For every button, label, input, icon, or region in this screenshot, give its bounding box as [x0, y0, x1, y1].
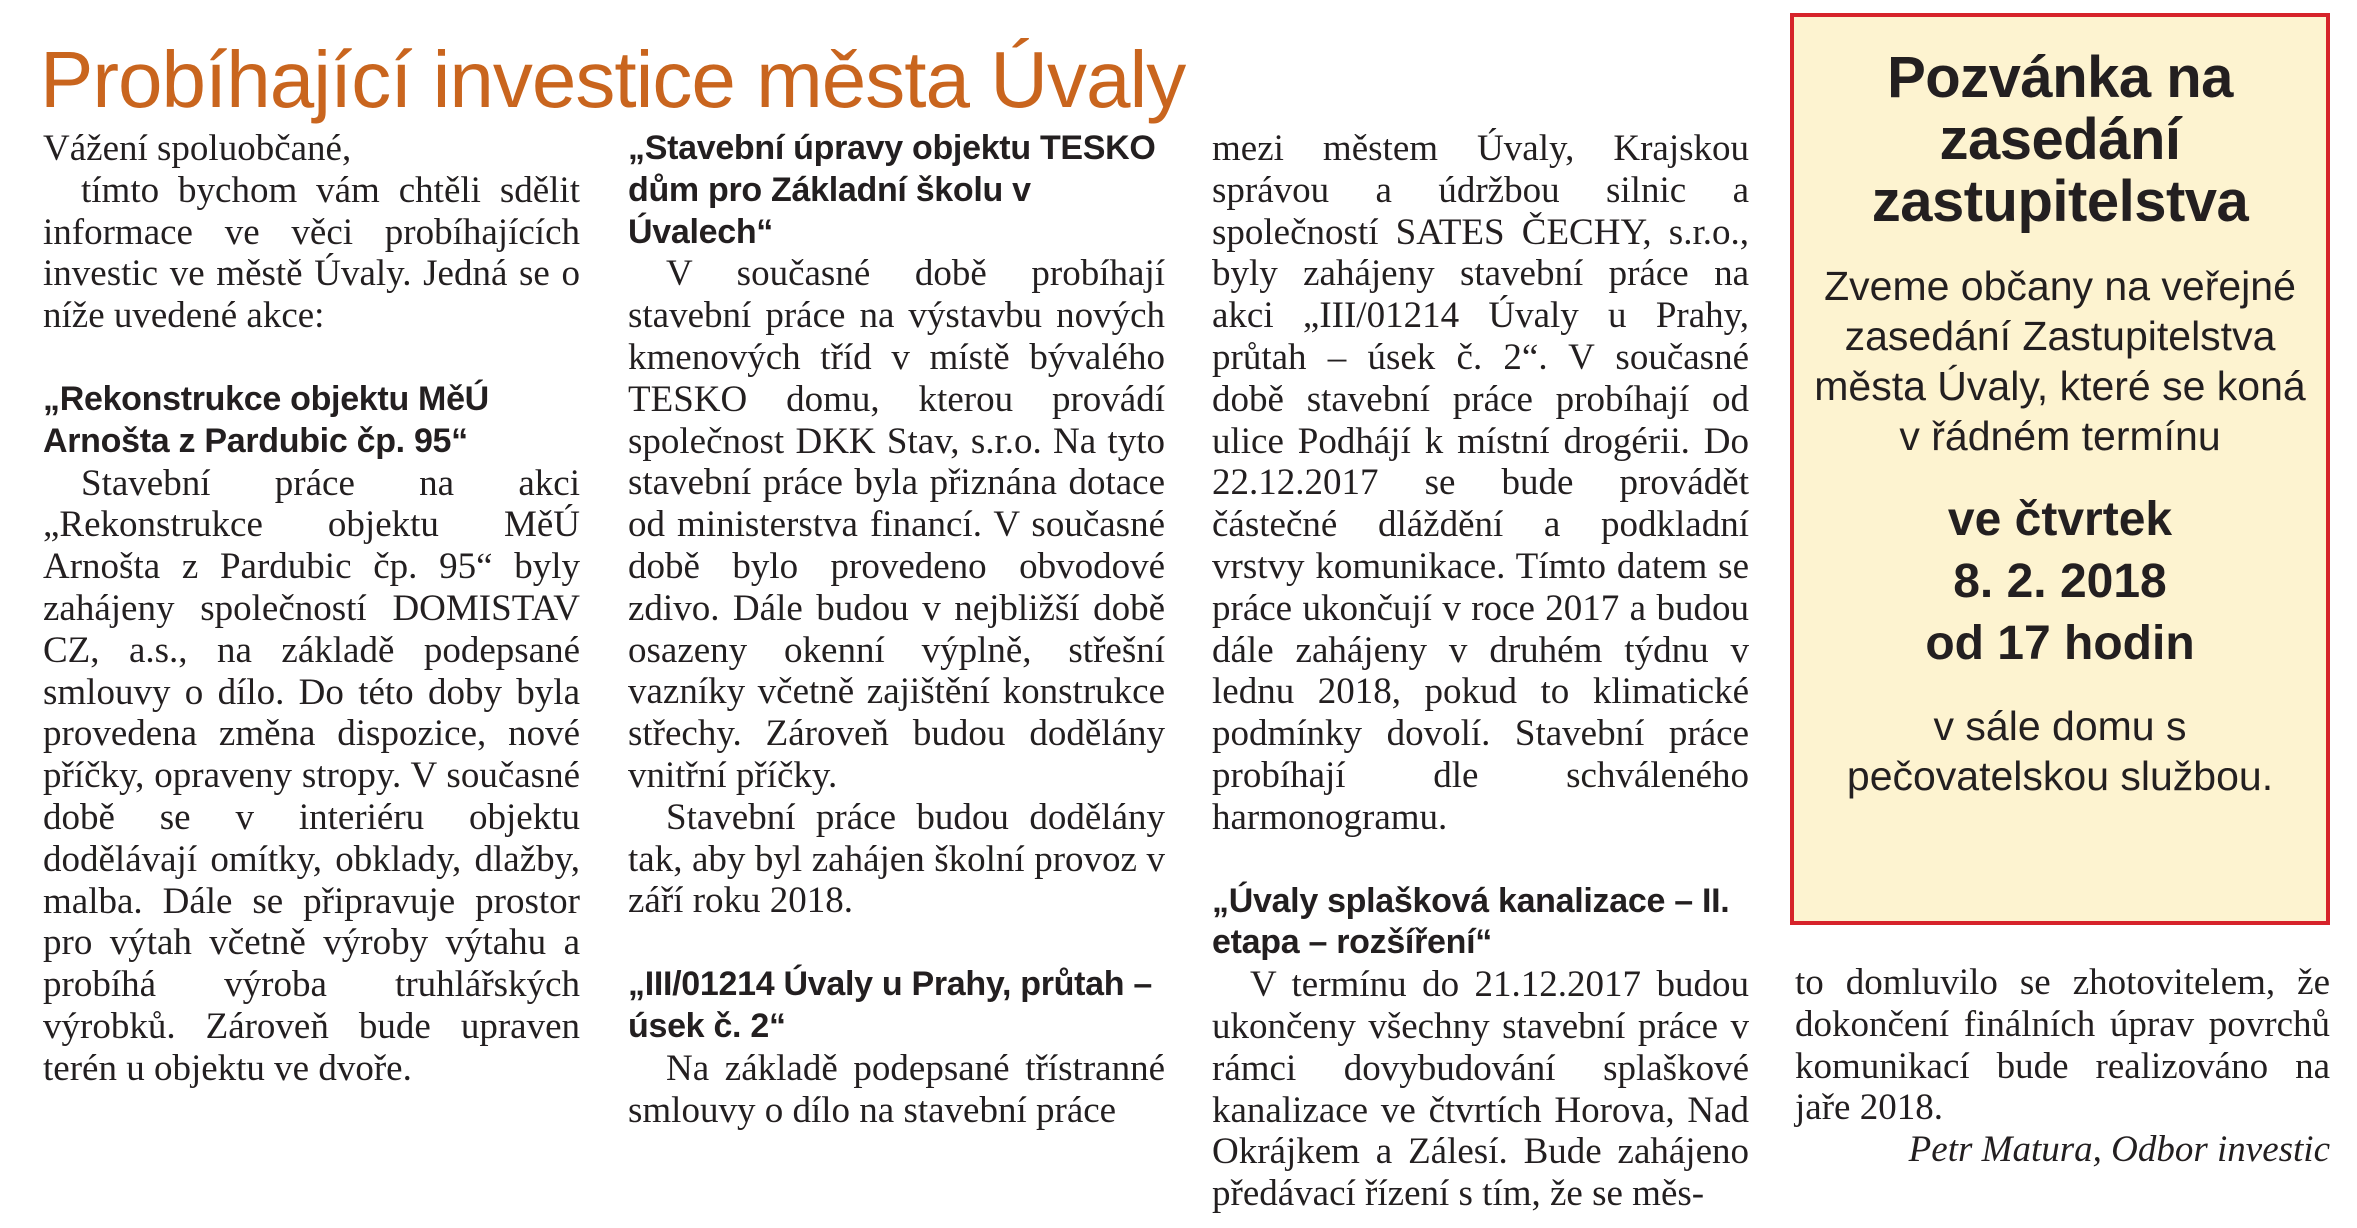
invitation-time: od 17 hodin: [1925, 617, 2195, 670]
invitation-date: [1794, 489, 2326, 675]
section-heading-tesko: „Stavební úpravy objektu TESKO dům pro Základní školu v Úvalech“: [628, 129, 1156, 251]
greeting: Vážení spoluobčané,: [43, 128, 352, 169]
author-signature: Petr Matura, Odbor investic: [1908, 1129, 2330, 1171]
invitation-day: 8. 2. 2018: [1953, 555, 2167, 608]
section-body-tesko: V současné době probíhají stavební práce na výstavbu nových kmenových tříd v místě bývalého TESKO domu, kterou provádí společnost DKK Stav, s.r.o. Na tyto stavební práce byla přiznána dotace od ministerstva financí. V současné době bylo provedeno obvodové zdivo. Dále budou v nejbližší době osazeny okenní výplně, střešní vazníky včetně zajištění konstrukce střechy. Zároveň budou dodělány vnitřní příčky.: [628, 253, 1165, 796]
invitation-weekday: ve čtvrtek: [1947, 493, 2173, 546]
section-body-road-continued: mezi městem Úvaly, Krajskou správou a údržbou silnic a společností SATES ČECHY, s.r.o., byly zahájeny stavební práce na akci „III/01214 Úvaly u Prahy, průtah – úsek č. 2“. V současné době stavební práce probíhají od ulice Podhájí k místní drogérii. Do 22.12.2017 se bude provádět částečné dláždění a podkladní vrstvy komunikace. Tímto datem se práce ukončují v roce 2017 a budou dále zahájeny v druhém týdnu v lednu 2018, pokud to klimatické podmínky dovolí. Stavební práce probíhají dle schváleného harmonogramu.: [1212, 128, 1749, 838]
invitation-place: v sále domu s pečovatelskou službou.: [1846, 703, 2274, 799]
section-heading-town-hall: „Rekonstrukce objektu MěÚ Arnošta z Pardubic čp. 95“: [43, 379, 489, 460]
section-body-town-hall: Stavební práce na akci „Rekonstrukce objektu MěÚ Arnošta z Pardubic čp. 95“ byly zahájeny společností DOMISTAV CZ, a.s., na základě podepsané smlouvy o dílo. Do této doby byla provedena změna dispozice, nové příčky, opraveny stropy. V současné době se v interiéru objektu dodělávají omítky, obklady, dlažby, malba. Dále se připravuje prostor pro výtah včetně výroby výtahu a probíhá výroba truhlářských výrobků. Zároveň bude upraven terén u objektu ve dvoře.: [43, 462, 580, 1089]
section-heading-sewer: „Úvaly splašková kanalizace – II. etapa – rozšíření“: [1212, 881, 1730, 962]
article-column-3: [1212, 128, 1749, 1215]
invitation-text: Zveme občany na veřejné zasedání Zastupitelstva města Úvaly, které se koná v řádném termínu: [1814, 263, 2306, 459]
section-body-tesko-2: Stavební práce budou dodělány tak, aby byl zahájen školní provoz v září roku 2018.: [628, 796, 1165, 922]
article-column-2: [628, 128, 1165, 1131]
section-body-road: Na základě podepsané třístranné smlouvy o dílo na stavební práce: [628, 1047, 1165, 1131]
article-column-1: [43, 128, 580, 1090]
invitation-title: Pozvánka na zasedání zastupitelstva: [1871, 45, 2249, 234]
invitation-box: [1790, 13, 2330, 925]
page-title: Probíhající investice města Úvaly: [40, 35, 1186, 124]
section-body-sewer-continued: to domluvilo se zhotovitelem, že dokončení finálních úprav povrchů komunikací bude realizováno na jaře 2018.: [1795, 962, 2330, 1129]
article-column-4: [1795, 962, 2330, 1171]
section-body-sewer: V termínu do 21.12.2017 budou ukončeny všechny stavební práce v rámci dovybudování splaškové kanalizace ve čtvrtích Horova, Nad Okrájkem a Zálesí. Bude zahájeno předávací řízení s tím, že se měs-: [1212, 964, 1749, 1215]
intro-paragraph: tímto bychom vám chtěli sdělit informace ve věci probíhajících investic ve městě Úvaly. Jedná se o níže uvedené akce:: [43, 169, 580, 337]
section-heading-road: „III/01214 Úvaly u Prahy, průtah – úsek č. 2“: [628, 965, 1152, 1045]
